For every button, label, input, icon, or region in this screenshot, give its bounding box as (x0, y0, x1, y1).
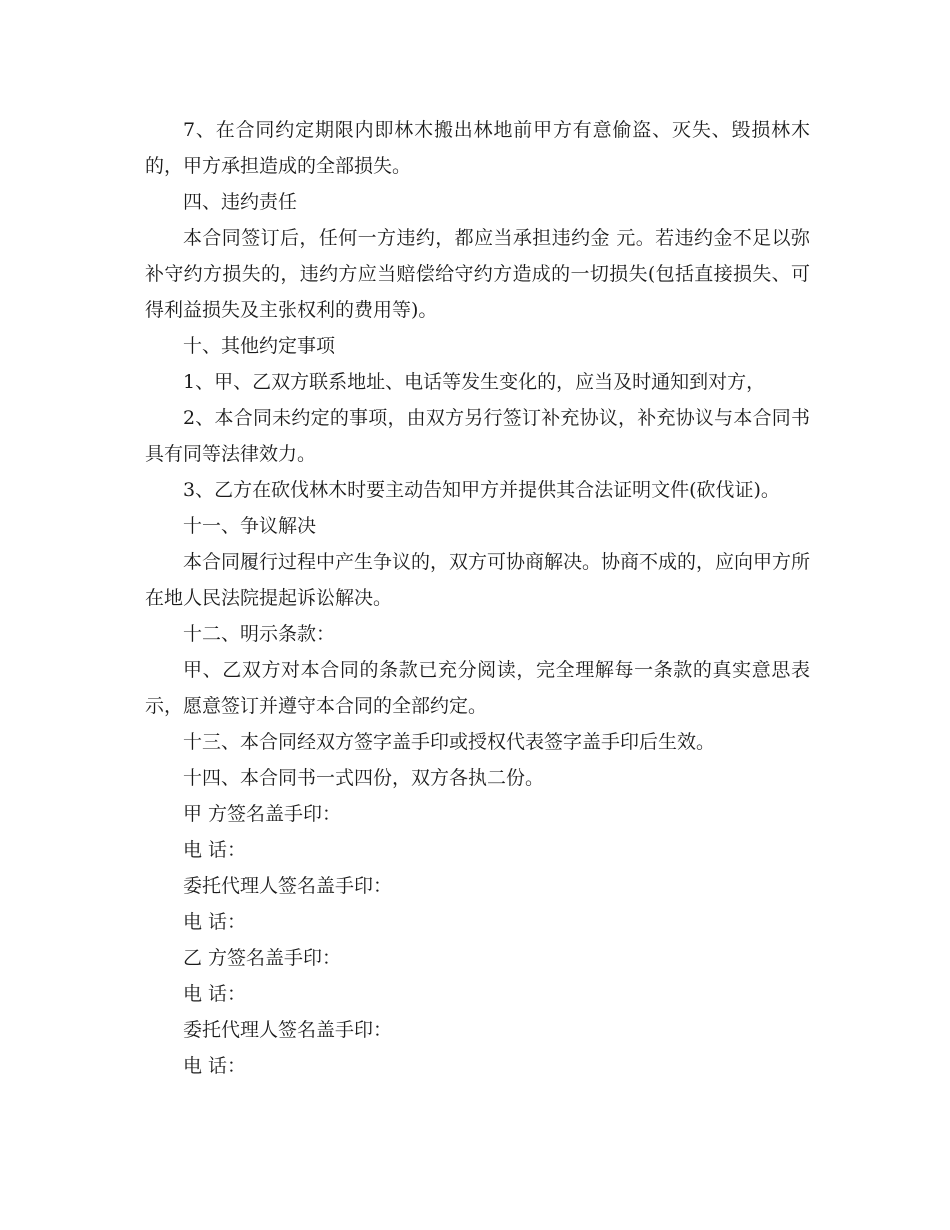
heading-explicit-terms: 十二、明示条款： (183, 623, 336, 645)
heading-dispute-resolution: 十一、争议解决 (183, 515, 317, 537)
clause-other-3: 3、乙方在砍伐林木时要主动告知甲方并提供其合法证明文件(砍伐证)。 (183, 479, 780, 501)
phone-agent-a: 电 话： (183, 911, 247, 933)
clause-explicit-terms: 甲、乙双方对本合同的条款已充分阅读，完全理解每一条款的真实意思表示，愿意签订并遵守本合同的全部约定。 (145, 659, 810, 717)
clause-7-loss: 7、在合同约定期限内即林木搬出林地前甲方有意偷盗、灭失、毁损林木的，甲方承担造成的全部损失。 (145, 119, 810, 177)
signature-party-a: 甲 方签名盖手印： (183, 803, 342, 825)
clause-breach-penalty: 本合同签订后，任何一方违约，都应当承担违约金 元。若违约金不足以弥补守约方损失的，违约方应当赔偿给守约方造成的一切损失(包括直接损失、可得利益损失及主张权利的费用等)。 (145, 227, 810, 321)
clause-effective: 十三、本合同经双方签字盖手印或授权代表签字盖手印后生效。 (183, 731, 716, 753)
signature-agent-b: 委托代理人签名盖手印： (183, 1019, 393, 1041)
clause-dispute: 本合同履行过程中产生争议的，双方可协商解决。协商不成的，应向甲方所在地人民法院提起诉讼解决。 (145, 551, 811, 609)
heading-breach-liability: 四、违约责任 (183, 191, 298, 213)
signature-agent-a: 委托代理人签名盖手印： (183, 875, 393, 897)
clause-other-2: 2、本合同未约定的事项，由双方另行签订补充协议，补充协议与本合同书具有同等法律效力。 (145, 407, 810, 465)
phone-party-a: 电 话： (183, 839, 247, 861)
document-body (145, 112, 810, 1084)
clause-other-1: 1、甲、乙双方联系地址、电话等发生变化的，应当及时通知到对方， (183, 371, 766, 393)
clause-copies: 十四、本合同书一式四份，双方各执二份。 (183, 767, 545, 789)
phone-party-b: 电 话： (183, 983, 247, 1005)
phone-agent-b: 电 话： (183, 1055, 247, 1077)
heading-other-terms: 十、其他约定事项 (183, 335, 336, 357)
signature-party-b: 乙 方签名盖手印： (183, 947, 342, 969)
